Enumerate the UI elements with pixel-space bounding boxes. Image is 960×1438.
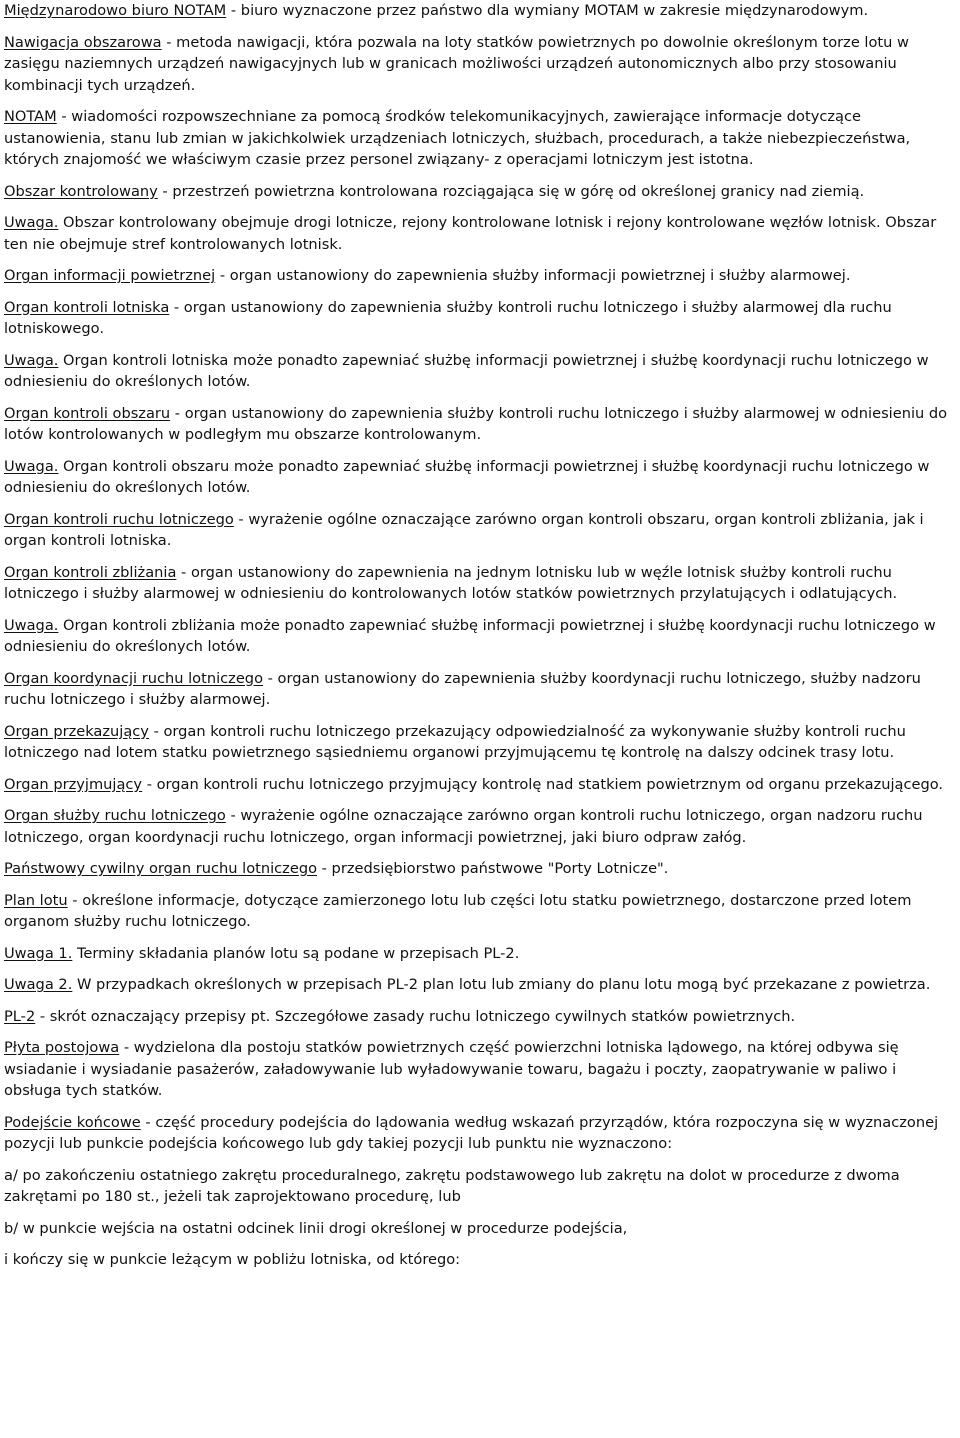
definition-text: i kończy się w punkcie leżącym w pobliżu lotniska, od którego: bbox=[4, 1251, 461, 1268]
definition-text: - wyrażenie ogólne oznaczające zarówno organ kontroli ruchu lotniczego, organ nadzoru ruchu lotniczego, organ koordynacji ruchu lotniczego, organ informacji powietrznej, jaki biuro odpraw załóg. bbox=[4, 807, 923, 846]
definition-text: - przedsiębiorstwo państwowe "Porty Lotnicze". bbox=[317, 860, 669, 877]
defined-term: Organ służby ruchu lotniczego bbox=[4, 807, 226, 824]
definition-paragraph bbox=[4, 1037, 958, 1102]
definition-text: - przestrzeń powietrzna kontrolowana rozciągająca się w górę od określonej granicy nad ziemią. bbox=[157, 182, 865, 200]
definition-text: - organ kontroli ruchu lotniczego przyjmujący kontrolę nad statkiem powietrznym od organu przekazującego. bbox=[142, 775, 944, 793]
definition-paragraph bbox=[4, 32, 958, 97]
defined-term: Uwaga. bbox=[4, 616, 59, 634]
defined-term: Organ kontroli zbliżania bbox=[4, 563, 177, 581]
definition-paragraph bbox=[4, 350, 958, 393]
definition-paragraph bbox=[4, 943, 958, 965]
definition-paragraph bbox=[4, 774, 958, 796]
defined-term: Państwowy cywilny organ ruchu lotniczego bbox=[4, 860, 318, 877]
definition-text: - organ kontroli ruchu lotniczego przekazujący odpowiedzialność za wykonywanie służby kontroli ruchu lotniczego nad lotem statku powietrznego sąsiedniemu organowi przyjmującemu tę kontrolę na dalszy odcinek trasy lotu. bbox=[4, 722, 906, 761]
definition-paragraph bbox=[4, 890, 958, 933]
definition-text: - organ ustanowiony do zapewnienia na jednym lotnisku lub w węźle lotnisk służby kontroli ruchu lotniczego i służby alarmowej w odniesieniu do kontrolowanych lotów statków powietrznych przylatujących i odlatujących. bbox=[4, 563, 898, 602]
defined-term: PL-2 bbox=[4, 1007, 36, 1025]
definition-paragraph bbox=[4, 1165, 958, 1208]
defined-term: Organ koordynacji ruchu lotniczego bbox=[4, 669, 263, 687]
definition-paragraph bbox=[4, 721, 958, 764]
definition-paragraph bbox=[4, 562, 958, 605]
definition-text: - część procedury podejścia do lądowania według wskazań przyrządów, która rozpoczyna się w wyznaczonej pozycji lub punkcie podejścia końcowego lub gdy takiej pozycji lub punktu nie wyznaczono: bbox=[4, 1113, 939, 1152]
definition-paragraph bbox=[4, 1218, 958, 1240]
definition-text: - organ ustanowiony do zapewnienia służby kontroli ruchu lotniczego i służby alarmowej dla ruchu lotniskowego. bbox=[4, 298, 892, 337]
definition-text: Organ kontroli zbliżania może ponadto zapewniać służbę informacji powietrznej i służbę koordynacji ruchu lotniczego w odniesieniu do określonych lotów. bbox=[4, 616, 936, 655]
definition-paragraph bbox=[4, 212, 958, 255]
definition-text: - skrót oznaczający przepisy pt. Szczegółowe zasady ruchu lotniczego cywilnych statków powietrznych. bbox=[35, 1007, 796, 1025]
definition-paragraph bbox=[4, 615, 958, 658]
definition-text: Obszar kontrolowany obejmuje drogi lotnicze, rejony kontrolowane lotnisk i rejony kontrolowane węzłów lotnisk. Obszar ten nie obejmuje stref kontrolowanych lotnisk. bbox=[4, 214, 937, 253]
definition-text: - wydzielona dla postoju statków powietrznych część powierzchni lotniska lądowego, na której odbywa się wsiadanie i wysiadanie pasażerów, załadowywanie lub wyładowywanie towaru, bagażu i poczty, zaopatrywanie w paliwo i obsługa tych statków. bbox=[4, 1039, 899, 1099]
definition-paragraph bbox=[4, 858, 958, 880]
defined-term: Organ informacji powietrznej bbox=[4, 267, 216, 284]
definition-text: - metoda nawigacji, która pozwala na loty statków powietrznych po dowolnie określonym torze lotu w zasięgu naziemnych urządzeń nawigacyjnych lub w granicach możliwości urządzeń autonomicznych albo przy stosowaniu kombinacji tych urządzeń. bbox=[4, 33, 909, 94]
defined-term: Organ kontroli lotniska bbox=[4, 298, 170, 316]
definition-paragraph bbox=[4, 0, 958, 22]
defined-term: Uwaga. bbox=[4, 351, 59, 369]
definition-text: - wiadomości rozpowszechniane za pomocą środków telekomunikacyjnych, zawierające informacje dotyczące ustanowienia, stanu lub zmian w jakichkolwiek urządzeniach lotniczych, służbach, procedurach, a także niebezpieczeństwa, których znajomość we właściwym czasie przez personel związany- z operacjami lotniczym jest istotna. bbox=[4, 108, 911, 168]
definition-paragraph bbox=[4, 265, 958, 287]
definition-text: Organ kontroli lotniska może ponadto zapewniać służbę informacji powietrznej i służbę koordynacji ruchu lotniczego w odniesieniu do określonych lotów. bbox=[4, 351, 929, 390]
defined-term: Organ przekazujący bbox=[4, 722, 149, 740]
defined-term: Uwaga. bbox=[4, 457, 59, 475]
definition-paragraph bbox=[4, 1112, 958, 1155]
definition-paragraph bbox=[4, 805, 958, 848]
definition-text: - biuro wyznaczone przez państwo dla wymiany MOTAM w zakresie międzynarodowym. bbox=[226, 2, 869, 19]
definition-paragraph bbox=[4, 509, 958, 552]
defined-term: Międzynarodowo biuro NOTAM bbox=[4, 2, 227, 19]
defined-term: Płyta postojowa bbox=[4, 1039, 120, 1056]
definition-paragraph bbox=[4, 1006, 958, 1028]
definition-paragraph bbox=[4, 181, 958, 203]
definition-paragraph bbox=[4, 106, 958, 171]
defined-term: Podejście końcowe bbox=[4, 1113, 141, 1131]
definition-text: a/ po zakończeniu ostatniego zakrętu proceduralnego, zakrętu podstawowego lub zakrętu na dolot w procedurze z dwoma zakrętami po 180 st., jeżeli tak zaprojektowano procedurę, lub bbox=[4, 1166, 900, 1205]
definition-text: - określone informacje, dotyczące zamierzonego lotu lub części lotu statku powietrznego, dostarczone przed lotem organom służby ruchu lotniczego. bbox=[4, 891, 912, 930]
definition-text: - organ ustanowiony do zapewnienia służby kontroli ruchu lotniczego i służby alarmowej w odniesieniu do lotów kontrolowanych w podległym mu obszarze kontrolowanym. bbox=[4, 404, 948, 443]
defined-term: Organ przyjmujący bbox=[4, 775, 143, 793]
definition-paragraph bbox=[4, 403, 958, 446]
defined-term: Uwaga 1. bbox=[4, 944, 73, 962]
definition-text: W przypadkach określonych w przepisach PL-2 plan lotu lub zmiany do planu lotu mogą być przekazane z powietrza. bbox=[72, 976, 931, 993]
defined-term: Uwaga. bbox=[4, 214, 59, 231]
definition-text: b/ w punkcie wejścia na ostatni odcinek linii drogi określonej w procedurze podejścia, bbox=[4, 1219, 628, 1237]
definition-text: - organ ustanowiony do zapewnienia służby informacji powietrznej i służby alarmowej. bbox=[215, 267, 851, 284]
defined-term: Organ kontroli obszaru bbox=[4, 404, 171, 422]
definition-paragraph bbox=[4, 668, 958, 711]
definition-paragraph bbox=[4, 1249, 958, 1271]
definition-text: - organ ustanowiony do zapewnienia służby koordynacji ruchu lotniczego, służby nadzoru ruchu lotniczego i służby alarmowej. bbox=[4, 669, 921, 708]
definition-paragraph bbox=[4, 974, 958, 996]
defined-term: Plan lotu bbox=[4, 891, 68, 909]
defined-term: Obszar kontrolowany bbox=[4, 182, 158, 200]
defined-term: Organ kontroli ruchu lotniczego bbox=[4, 510, 234, 528]
definition-paragraph bbox=[4, 297, 958, 340]
definition-text: Terminy składania planów lotu są podane w przepisach PL-2. bbox=[72, 944, 520, 962]
defined-term: Uwaga 2. bbox=[4, 976, 73, 993]
definition-text: Organ kontroli obszaru może ponadto zapewniać służbę informacji powietrznej i służbę koordynacji ruchu lotniczego w odniesieniu do określonych lotów. bbox=[4, 457, 930, 496]
definition-paragraph bbox=[4, 456, 958, 499]
defined-term: Nawigacja obszarowa bbox=[4, 33, 162, 51]
defined-term: NOTAM bbox=[4, 108, 57, 125]
definition-text: - wyrażenie ogólne oznaczające zarówno organ kontroli obszaru, organ kontroli zbliżania, jak i organ kontroli lotniska. bbox=[4, 510, 924, 549]
